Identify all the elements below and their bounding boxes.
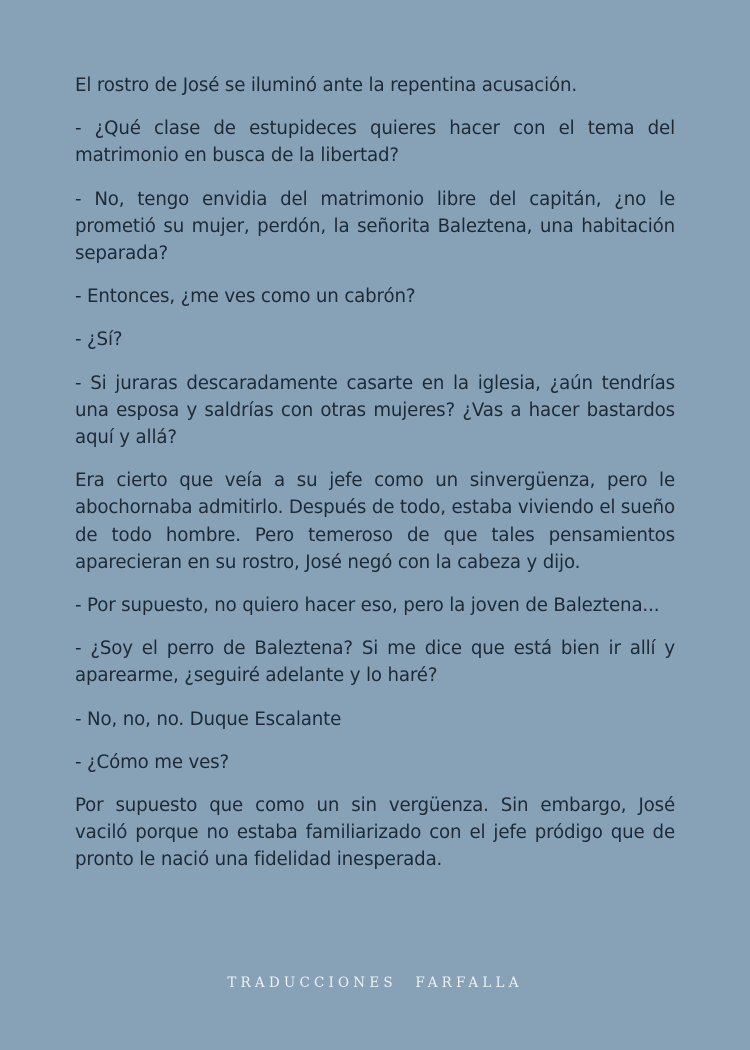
paragraph: Era cierto que veía a su jefe como un sinvergüenza, pero le abochornaba admitirlo. Después de todo, estaba viviendo el sueño de todo hombre. Pero temeroso de que tales pensamientos aparecieran en su rostro, José negó con la cabeza y dijo. [75, 470, 676, 573]
paragraph: - ¿Soy el perro de Baleztena? Si me dice que está bien ir allí y aparearme, ¿seguiré adelante y lo haré? [75, 638, 675, 687]
paragraph: - Por supuesto, no quiero hacer eso, pero la joven de Baleztena... [75, 595, 660, 617]
paragraph: El rostro de José se iluminó ante la repentina acusación. [75, 75, 578, 96]
paragraph: - ¿Qué clase de estupideces quieres hacer con el tema del matrimonio en busca de la libertad? [75, 118, 675, 167]
paragraph: - No, no, no. Duque Escalante [75, 708, 342, 730]
document-body [75, 72, 675, 890]
paragraph: - No, tengo envidia del matrimonio libre del capitán, ¿no le prometió su mujer, perdón, la señorita Baleztena, una habitación separada? [75, 188, 675, 265]
footer-credit: TRADUCCIONES FARFALLA [227, 975, 523, 991]
paragraph: - ¿Cómo me ves? [75, 751, 229, 773]
paragraph: - Si juraras descaradamente casarte en la iglesia, ¿aún tendrías una esposa y saldrías con otras mujeres? ¿Vas a hacer bastardos aquí y allá? [75, 372, 675, 449]
paragraph: - ¿Sí? [75, 329, 123, 351]
paragraph: Por supuesto que como un sin vergüenza. Sin embargo, José vaciló porque no estaba familiarizado con el jefe pródigo que de pronto le nació una fidelidad inesperada. [75, 795, 675, 871]
paragraph: - Entonces, ¿me ves como un cabrón? [75, 286, 416, 308]
